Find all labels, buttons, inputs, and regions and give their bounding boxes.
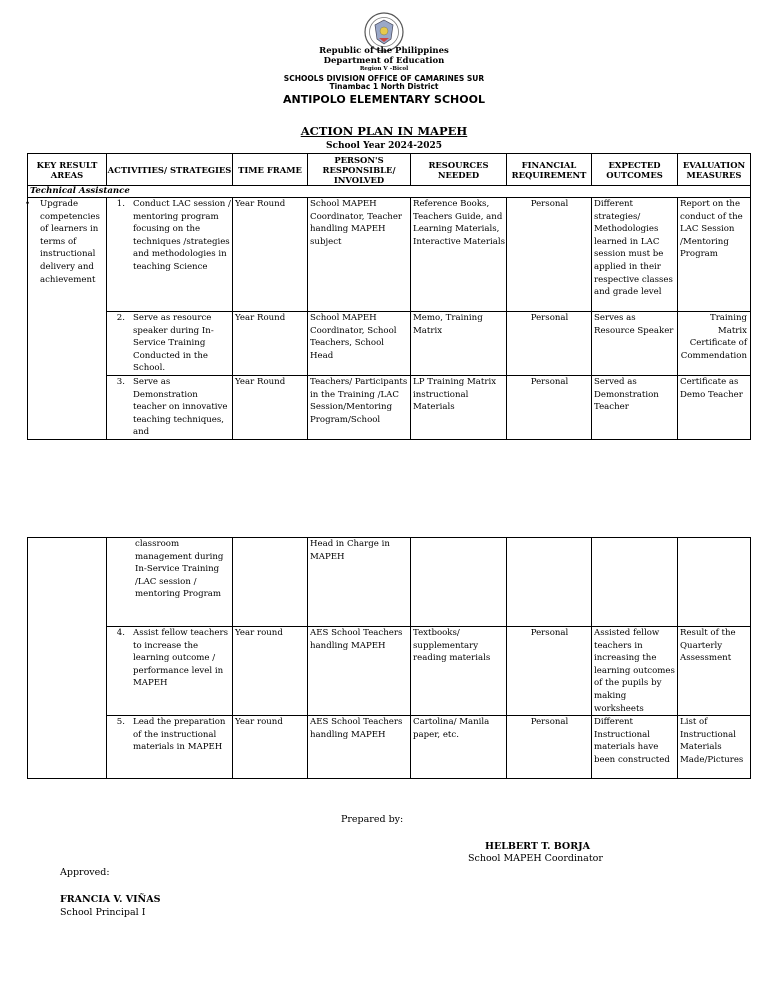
evaluation-cell: List of Instructional Materials Made/Pictures xyxy=(678,716,751,779)
header-department: Department of Education xyxy=(323,56,445,66)
column-header: KEY RESULT AREAS xyxy=(28,154,107,186)
resources-cell: Memo, Training Matrix xyxy=(411,312,507,376)
section-row xyxy=(28,186,751,198)
evaluation-cell: Result of the Quarterly Assessment xyxy=(678,627,751,716)
activity-cell: 4. Assist fellow teachers to increase the learning outcome / performance level in MAPEH xyxy=(107,627,233,716)
activity-cell: 3. Serve as Demonstration teacher on innovative teaching techniques, and xyxy=(107,375,233,439)
approved-by-title: School Principal I xyxy=(60,907,146,918)
resources-cell: LP Training Matrix instructional Materials xyxy=(411,375,507,439)
header-school-name: ANTIPOLO ELEMENTARY SCHOOL xyxy=(283,93,485,106)
evaluation-cell: Training Matrix Certificate of Commendation xyxy=(678,312,751,376)
evaluation-cell: Certificate as Demo Teacher xyxy=(678,375,751,439)
resources-cell: Reference Books, Teachers Guide, and Learning Materials, Interactive Materials xyxy=(411,198,507,312)
time-frame-cell: Year round xyxy=(233,716,308,779)
financial-cell: Personal xyxy=(507,198,592,312)
activity-cell: 2. Serve as resource speaker during In-Service Training Conducted in the School. xyxy=(107,312,233,376)
column-header: ACTIVITIES/ STRATEGIES xyxy=(107,154,233,186)
financial-cell: Personal xyxy=(507,375,592,439)
table-row xyxy=(28,538,751,627)
person-cell: School MAPEH Coordinator, Teacher handling MAPEH subject xyxy=(308,198,411,312)
person-cell: School MAPEH Coordinator, School Teachers, School Head xyxy=(308,312,411,376)
time-frame-cell: Year Round xyxy=(233,375,308,439)
header-division: SCHOOLS DIVISION OFFICE OF CAMARINES SUR xyxy=(283,74,485,83)
table-row xyxy=(28,198,751,312)
financial-cell: Personal xyxy=(507,312,592,376)
activity-cell: 1. Conduct LAC session / mentoring program focusing on the techniques /strategies and methodologies in teaching Science xyxy=(107,198,233,312)
table-row xyxy=(28,627,751,716)
column-header: RESOURCES NEEDED xyxy=(411,154,507,186)
prepared-by-name: HELBERT T. BORJA xyxy=(485,841,590,852)
evaluation-cell: Report on the conduct of the LAC Session /Mentoring Program xyxy=(678,198,751,312)
column-header: PERSON'S RESPONSIBLE/ INVOLVED xyxy=(308,154,411,186)
outcome-cell: Different strategies/ Methodologies learned in LAC session must be applied in their respective classes and grade level xyxy=(592,198,678,312)
column-header: FINANCIAL REQUIREMENT xyxy=(507,154,592,186)
activity-cell: classroom management during In-Service Training /LAC session / mentoring Program xyxy=(107,538,233,627)
person-cell: Teachers/ Participants in the Training /LAC Session/Mentoring Program/School xyxy=(308,375,411,439)
table-row xyxy=(28,716,751,779)
approved-label: Approved: xyxy=(60,867,110,878)
action-plan-table-continued xyxy=(27,537,751,779)
action-plan-table xyxy=(27,153,751,440)
table-row xyxy=(28,375,751,439)
outcome-cell: Assisted fellow teachers in increasing the learning outcomes of the pupils by making worksheets xyxy=(592,627,678,716)
table-header-row xyxy=(28,154,751,186)
person-cell: AES School Teachers handling MAPEH xyxy=(308,716,411,779)
school-year: School Year 2024-2025 xyxy=(326,141,442,151)
column-header: EVALUATION MEASURES xyxy=(678,154,751,186)
header-republic: Republic of the Philippines xyxy=(319,46,449,56)
time-frame-cell: Year Round xyxy=(233,312,308,376)
prepared-by-title: School MAPEH Coordinator xyxy=(468,853,603,864)
key-result-area: • Upgrade competencies of learners in terms of instructional delivery and achievement xyxy=(28,198,107,440)
activity-cell: 5. Lead the preparation of the instructional materials in MAPEH xyxy=(107,716,233,779)
header-region: Region V –Bicol xyxy=(359,66,409,72)
section-label: Technical Assistance xyxy=(28,186,233,198)
financial-cell: Personal xyxy=(507,716,592,779)
approved-by-name: FRANCIA V. VIÑAS xyxy=(60,894,161,905)
person-cell: Head in Charge in MAPEH xyxy=(308,538,411,627)
outcome-cell: Served as Demonstration Teacher xyxy=(592,375,678,439)
person-cell: AES School Teachers handling MAPEH xyxy=(308,627,411,716)
time-frame-cell: Year Round xyxy=(233,198,308,312)
outcome-cell: Serves as Resource Speaker xyxy=(592,312,678,376)
prepared-by-label: Prepared by: xyxy=(341,814,404,825)
time-frame-cell: Year round xyxy=(233,627,308,716)
resources-cell: Cartolina/ Manila paper, etc. xyxy=(411,716,507,779)
financial-cell: Personal xyxy=(507,627,592,716)
column-header: TIME FRAME xyxy=(233,154,308,186)
resources-cell: Textbooks/ supplementary reading materials xyxy=(411,627,507,716)
column-header: EXPECTED OUTCOMES xyxy=(592,154,678,186)
table-row xyxy=(28,312,751,376)
outcome-cell: Different Instructional materials have been constructed xyxy=(592,716,678,779)
plan-title: ACTION PLAN IN MAPEH xyxy=(300,124,468,138)
header-district: Tinambac 1 North District xyxy=(329,82,439,91)
